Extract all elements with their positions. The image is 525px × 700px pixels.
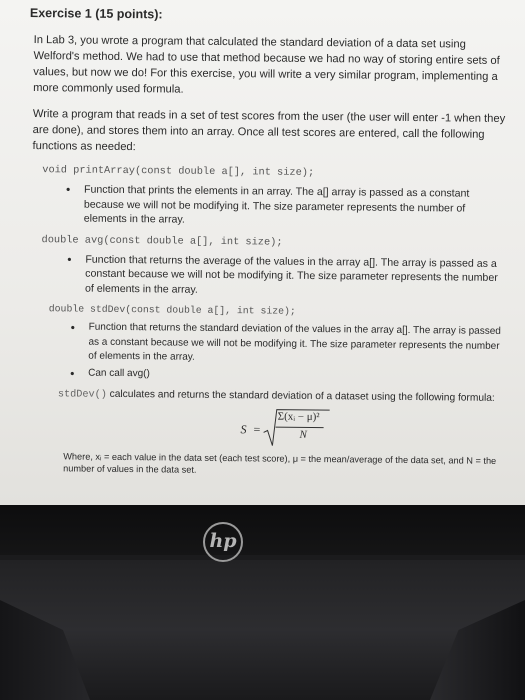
avg-description-list <box>67 251 506 300</box>
hp-logo: hp <box>203 522 243 562</box>
list-item: • Function that returns the average of the values in the array a[]. The array is passed as a constant because we will not be modifying it. The size parameter represents the number of elements in the array. <box>67 251 498 296</box>
stddev-description-list <box>70 320 506 385</box>
bullet-icon: • <box>70 320 75 335</box>
formula-numerator: Σ(xᵢ − μ)² <box>277 410 320 424</box>
monitor-bezel <box>0 505 525 555</box>
list-item: • Can call avg() <box>70 365 150 380</box>
function-signature-printarray: void printArray(const double a[], int size); <box>42 164 315 179</box>
bullet-icon: • <box>70 365 75 380</box>
stddev-note-code: stdDev() <box>57 389 107 401</box>
function-signature-avg: double avg(const double a[], int size); <box>41 233 283 249</box>
formula-equals: = <box>253 422 261 437</box>
bullet-icon: • <box>66 182 71 197</box>
bullet-icon: • <box>67 251 72 266</box>
exercise-title: Exercise 1 (15 points): <box>29 6 163 22</box>
list-item: • Function that prints the elements in an array. The a[] array is passed as a constant because we will not be modifying it. The size parameter represents the number of elements in the array. <box>66 182 470 226</box>
stddev-note <box>58 388 511 405</box>
assignment-document <box>25 6 515 479</box>
list-item: • Function that returns the standard deviation of the values in the array a[]. The array is passed as a constant because we will not be modifying it. The size parameter represents the number of elements in the array. <box>70 320 501 363</box>
formula-lhs: S <box>240 422 247 437</box>
std-dev-formula <box>25 404 510 453</box>
printarray-description-list <box>66 182 501 231</box>
function-signature-stddev: double stdDev(const double a[], int size); <box>48 303 296 317</box>
stddev-note-text: calculates and returns the standard deviation of a dataset using the following formula: <box>106 388 495 404</box>
intro-paragraph: In Lab 3, you wrote a program that calculated the standard deviation of a data set using Welford's method. We had to use that method because we had no way of storing entire sets of values, but now we do! For this exercise, you will write a very similar program, implementing a more commonly used formula. <box>33 34 500 96</box>
instructions-paragraph: Write a program that reads in a set of test scores from the user (the user will enter -1 when they are done), and stores them into an array. Once all test scores are entered, call the following functions as needed: <box>32 108 506 154</box>
formula-denominator: N <box>299 428 307 441</box>
where-definition: Where, xᵢ = each value in the data set (each test score), μ = the mean/average of the data set, and N = the number of values in the data set. <box>63 451 497 475</box>
